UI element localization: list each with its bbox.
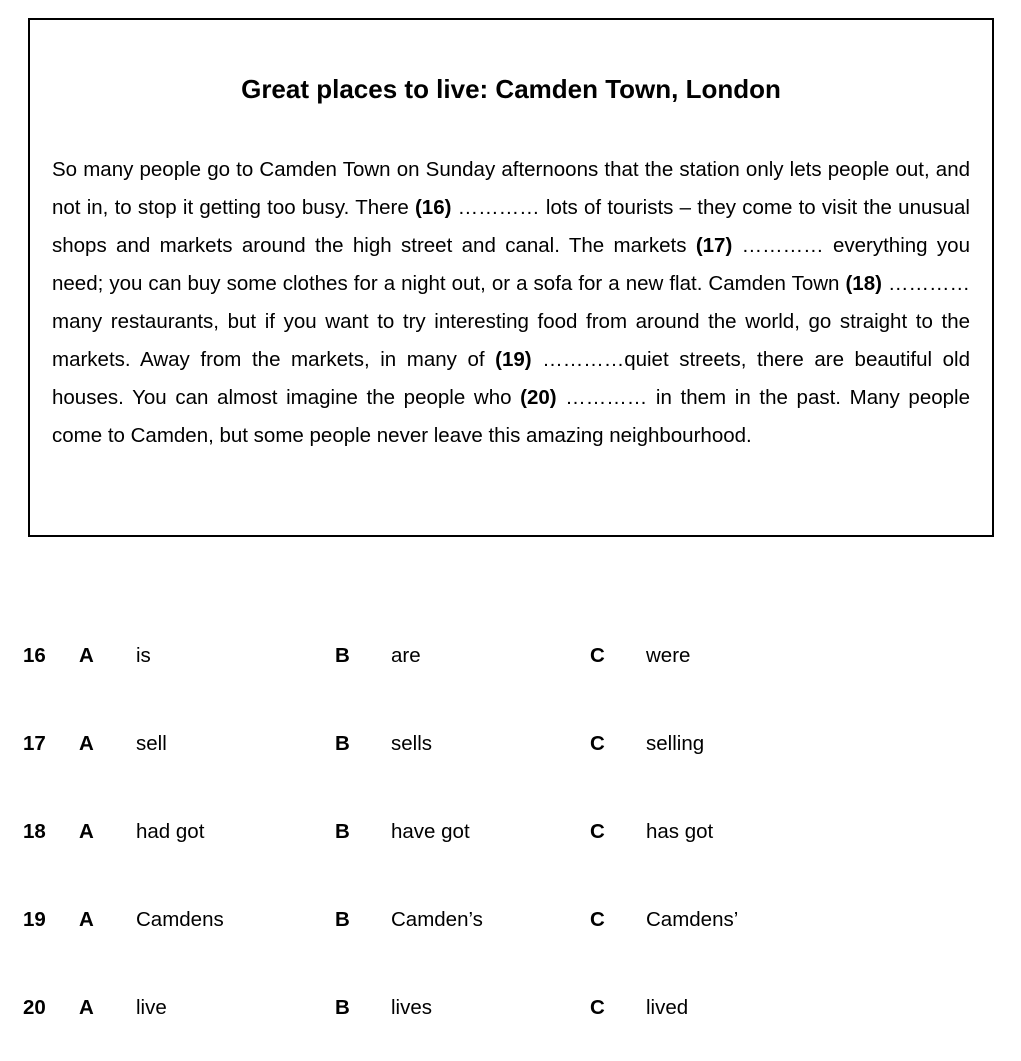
question-number: 18 [23, 820, 46, 843]
gap-number-19: (19) [495, 348, 532, 371]
option-letter-c[interactable]: C [590, 644, 605, 667]
question-row-20 [0, 993, 1021, 1023]
option-text-a[interactable]: is [136, 644, 151, 667]
option-text-b[interactable]: are [391, 644, 421, 667]
option-letter-a[interactable]: A [79, 732, 94, 755]
option-letter-b[interactable]: B [335, 996, 350, 1019]
option-text-a[interactable]: live [136, 996, 167, 1019]
option-text-c[interactable]: were [646, 644, 691, 667]
option-letter-c[interactable]: C [590, 996, 605, 1019]
option-text-c[interactable]: Camdens’ [646, 908, 739, 931]
option-letter-b[interactable]: B [335, 820, 350, 843]
option-letter-c[interactable]: C [590, 820, 605, 843]
option-text-b[interactable]: have got [391, 820, 470, 843]
passage-text-segment: ………… everything you need; you can buy some clothes for a night out, or a sofa for a new flat. Camden Town [52, 234, 970, 295]
option-letter-a[interactable]: A [79, 908, 94, 931]
question-row-17 [0, 729, 1021, 759]
passage-text-segment: ………… in them in the past. Many people come to Camden, but some people never leave this amazing neighbourhood. [52, 386, 970, 447]
gap-number-16: (16) [414, 196, 452, 219]
option-text-c[interactable]: selling [646, 732, 705, 755]
option-text-c[interactable]: has got [646, 820, 714, 843]
gap-number-20: (20) [520, 386, 557, 409]
question-number: 20 [23, 996, 46, 1019]
option-letter-c[interactable]: C [590, 908, 605, 931]
passage-text-segment: ………… lots of tourists – they come to visit the unusual shops and markets around the high street and canal. The markets [52, 196, 970, 257]
option-text-b[interactable]: lives [391, 996, 433, 1019]
option-text-b[interactable]: Camden’s [391, 908, 483, 931]
question-number: 19 [23, 908, 46, 931]
question-row-18 [0, 817, 1021, 847]
question-number: 17 [23, 732, 46, 755]
option-letter-a[interactable]: A [79, 820, 94, 843]
passage-text-segment: ………… many restaurants, but if you want to try interesting food from around the world, go straight to the markets. Away from the markets, in many of [52, 272, 970, 371]
option-letter-b[interactable]: B [335, 908, 350, 931]
option-text-b[interactable]: sells [391, 732, 433, 755]
passage-text [52, 151, 970, 455]
gap-number-17: (17) [695, 234, 733, 257]
passage-text-segment: …………quiet streets, there are beautiful old houses. You can almost imagine the people who [52, 348, 970, 409]
passage-box [28, 18, 994, 537]
gap-number-18: (18) [845, 272, 882, 295]
option-text-a[interactable]: Camdens [136, 908, 224, 931]
option-text-a[interactable]: sell [136, 732, 167, 755]
option-text-a[interactable]: had got [136, 820, 205, 843]
passage-title: Great places to live: Camden Town, London [241, 74, 781, 104]
option-letter-b[interactable]: B [335, 732, 350, 755]
option-letter-a[interactable]: A [79, 644, 94, 667]
option-letter-c[interactable]: C [590, 732, 605, 755]
question-number: 16 [23, 644, 46, 667]
option-letter-a[interactable]: A [79, 996, 94, 1019]
passage-text-segment: So many people go to Camden Town on Sunday afternoons that the station only lets people out, and not in, to stop it getting too busy. There [52, 158, 970, 219]
question-row-16 [0, 641, 1021, 671]
option-text-c[interactable]: lived [646, 996, 689, 1019]
question-row-19 [0, 905, 1021, 935]
option-letter-b[interactable]: B [335, 644, 350, 667]
